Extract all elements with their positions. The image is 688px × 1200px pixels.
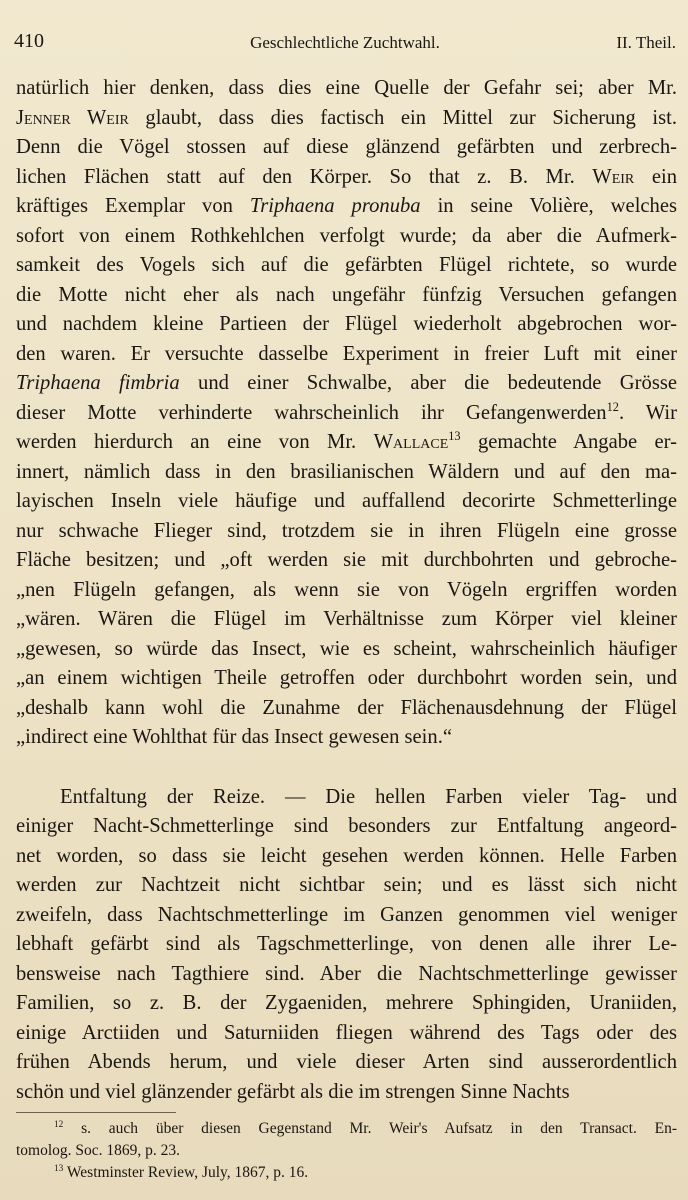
paragraph1-line: „wären. Wären die Flügel im Verhältnisse zum Körper viel kleiner [16, 608, 677, 630]
paragraph2-line: zweifeln, dass Nachtschmetterlinge im Ganzen genommen viel weniger [16, 903, 677, 926]
paragraph2-line: werden zur Nachtzeit nicht sichtbar sein; und es lässt sich nicht [16, 874, 677, 896]
paragraph1-line: Triphaena fimbria und einer Schwalbe, aber die bedeutende Grösse [16, 372, 677, 394]
footnote-rule [16, 1112, 176, 1113]
paragraph1-line: „nen Flügeln gefangen, als wenn sie von Vögeln ergriffen worden [16, 578, 677, 601]
paragraph2-line: lebhaft gefärbt sind als Tagschmetterlinge, von denen alle ihrer Le- [16, 933, 677, 955]
paragraph1-line: „indirect eine Wohlthat für das Insect gewesen sein.“ [16, 726, 452, 748]
paragraph1-line: die Motte nicht eher als nach ungefähr fünfzig Versuchen gefangen [16, 283, 677, 306]
paragraph2-line: einige Arctiiden und Saturniiden fliegen während des Tags oder des [16, 1021, 677, 1044]
paragraph1-line: dieser Motte verhinderte wahrscheinlich ihr Gefangenwerden$^{12}$. Wir [16, 399, 677, 424]
paragraph1-line: und nachdem kleine Partieen der Flügel wiederholt abgebrochen wor- [16, 313, 677, 335]
paragraph1-line: samkeit des Vogels sich auf die gefärbten Flügel richtete, so wurde [16, 254, 677, 276]
paragraph1-line: sofort von einem Rothkehlchen verfolgt wurde; da aber die Aufmerk- [16, 224, 677, 247]
footnote-line: $^{13}$ Westminster Review, July, 1867, p. 16. [54, 1163, 309, 1181]
paragraph-wing-protection [16, 74, 677, 753]
paragraph1-line: kräftiges Exemplar von Triphaena pronuba in seine Volière, welches [16, 195, 678, 217]
part-label: II. Theil. [616, 33, 676, 52]
paragraph2-line: Entfaltung der Reize. — Die hellen Farben vieler Tag- und [60, 785, 677, 808]
footnote-line: $^{12}$ s. auch über diesen Gegenstand Mr. Weir's Aufsatz in den Transact. En- [54, 1119, 677, 1137]
footnote-line: tomolog. Soc. 1869, p. 23. [16, 1142, 181, 1159]
paragraph2-line: einiger Nacht-Schmetterlinge sind besonders zur Entfaltung angeord- [16, 815, 677, 837]
paragraph1-line: nur schwache Flieger sind, trotzdem sie in ihren Flügeln eine grosse [16, 519, 677, 542]
paragraph1-line: innert, nämlich dass in den brasilianischen Wäldern und auf den ma- [16, 460, 677, 483]
paragraph1-line: „deshalb kann wohl die Zunahme der Flächenausdehnung der Flügel [16, 696, 677, 719]
paragraph2-line: schön und viel glänzender gefärbt als die im strengen Sinne Nachts [16, 1080, 570, 1103]
paragraph1-line: werden hierdurch an eine von Mr. Wallace$^{13}$ gemachte Angabe er- [16, 429, 677, 453]
paragraph1-line: „gewesen, so würde das Insect, wie es scheint, wahrscheinlich häufiger [16, 637, 677, 660]
paragraph1-line: „an einem wichtigen Theile getroffen oder durchbohrt worden sein, und [16, 667, 677, 689]
paragraph1-line: Fläche besitzen; und „oft werden sie mit durchbohrten und gebroche- [16, 549, 677, 571]
paragraph2-line: bensweise nach Tagthiere sind. Aber die Nachtschmetterlinge gewisser [16, 962, 677, 985]
page-header [14, 30, 676, 58]
paragraph1-line: Jenner Weir glaubt, dass dies factisch ein Mittel zur Sicherung ist. [16, 106, 677, 129]
footnotes [16, 1118, 677, 1184]
paragraph1-line: den waren. Er versuchte dasselbe Experiment in freier Luft mit einer [16, 342, 677, 365]
paragraph1-line: layischen Inseln viele häufige und auffallend decorirte Schmetterlinge [16, 490, 677, 512]
paragraph1-line: Denn die Vögel stossen auf diese glänzend gefärbten und zerbrech- [16, 136, 677, 158]
paragraph-display-of-charms [16, 783, 677, 1108]
paragraph2-line: Familien, so z. B. der Zygaeniden, mehrere Sphingiden, Uraniiden, [16, 992, 677, 1014]
running-title: Geschlechtliche Zuchtwahl. [250, 33, 440, 52]
paragraph2-line: net worden, so dass sie leicht gesehen werden können. Helle Farben [16, 844, 677, 867]
main-text [16, 74, 677, 1107]
page-number: 410 [14, 30, 44, 52]
paragraph1-line: natürlich hier denken, dass dies eine Quelle der Gefahr sei; aber Mr. [16, 77, 677, 99]
paragraph2-line: frühen Abends herum, und viele dieser Arten sind ausserordentlich [16, 1051, 677, 1073]
paragraph1-line: lichen Flächen statt auf den Körper. So that z. B. Mr. Weir ein [16, 165, 677, 188]
